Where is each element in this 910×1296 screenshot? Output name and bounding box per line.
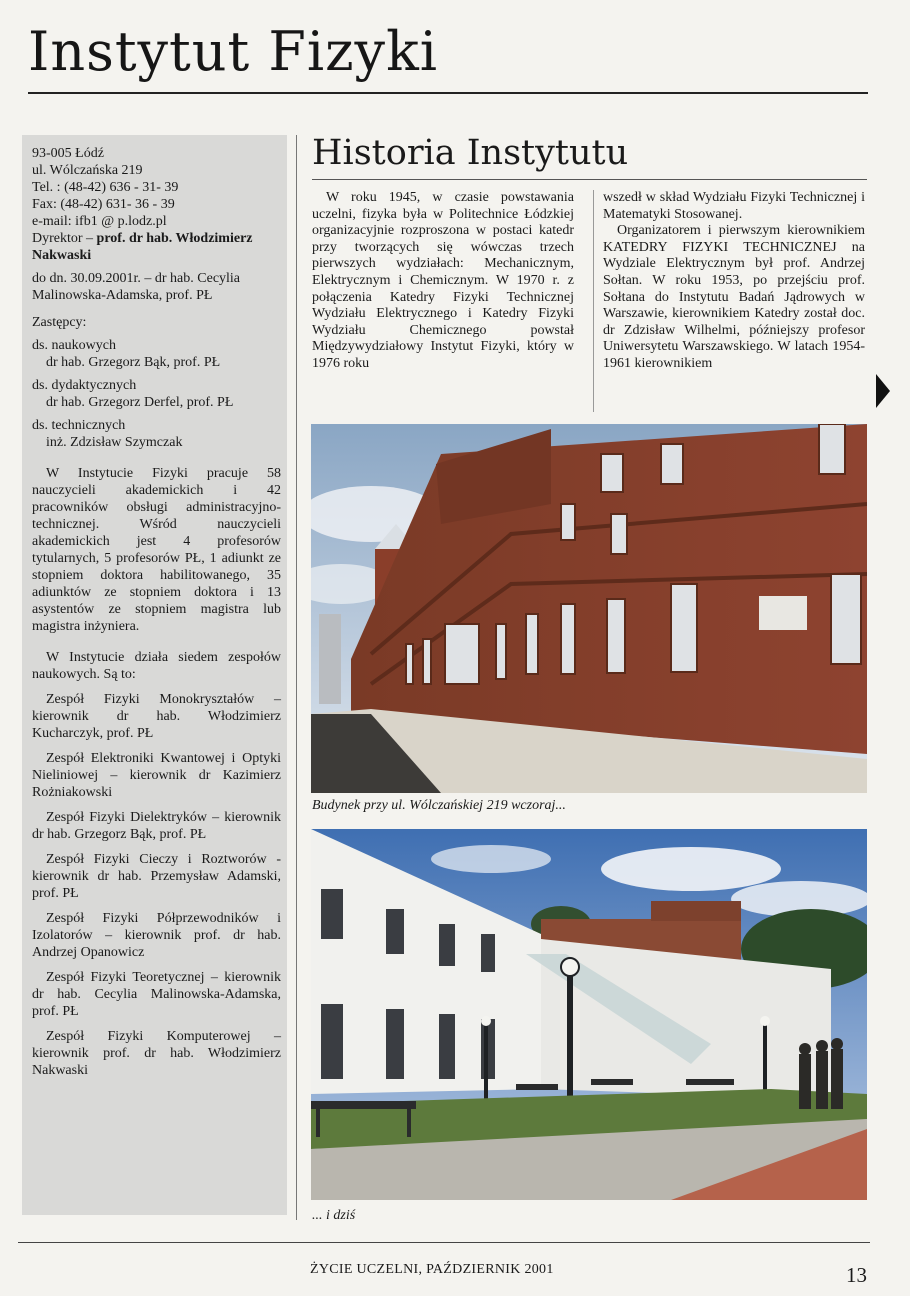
article-title: Historia Instytutu <box>312 133 629 173</box>
new-building-illustration <box>311 829 867 1200</box>
former-director: do dn. 30.09.2001r. – dr hab. Cecylia Malinowska-Adamska, prof. PŁ <box>32 271 241 303</box>
article-column-1 <box>312 190 574 373</box>
address-fax: Fax: (48-42) 631- 36 - 39 <box>32 197 175 212</box>
article-paragraph: W roku 1945, w czasie powstawania uczelni, fizyka była w Politechnice Łódzkiej organizacyjnie rozproszona w postaci katedr przy tworzących się wówczas trzech pierwszych wydziałach: Mechanicznym, Elektrycznym i Chemicznym. W 1970 r. z połączenia Katedry Fizyki Technicznej Wydziału Elektrycznego i Katedry Fizyki Wydziału Chemicznego powstał Międzywydziałowy Instytut Fizyki, który w 1976 roku <box>312 190 574 371</box>
article-column-divider <box>593 190 594 412</box>
team-item: Zespół Fizyki Komputerowej – kierownik prof. dr hab. Włodzimierz Nakwaski <box>32 1029 281 1078</box>
deputy-role: ds. dydaktycznych <box>32 378 137 393</box>
article-paragraph: Organizatorem i pierwszym kierownikiem KATEDRY FIZYKI TECHNICZNEJ na Wydziale Elektrycznym był prof. Andrzej Sołtan. W roku 1953, po przejściu prof. Sołtana do Instytutu Badań Jądrowych w Warszawie, kierownikiem Katedry został doc. dr Zdzisław Wilhelmi, późniejszy profesor Uniwersytetu Warszawskiego. W latach 1954-1961 kierownikiem <box>603 223 865 371</box>
team-item: Zespół Elektroniki Kwantowej i Optyki Nieliniowej – kierownik dr Kazimierz Rożniakowski <box>32 751 281 800</box>
column-divider <box>296 135 297 1220</box>
page-title: Instytut Fizyki <box>28 20 439 83</box>
team-item: Zespół Fizyki Półprzewodników i Izolatorów – kierownik prof. dr hab. Andrzej Opanowicz <box>32 911 281 960</box>
director-name: prof. dr hab. Włodzimierz Nakwaski <box>32 231 253 263</box>
address-email: e-mail: ifb1 @ p.lodz.pl <box>32 214 167 229</box>
director <box>32 230 281 264</box>
address-phone: Tel. : (48-42) 636 - 31- 39 <box>32 180 179 195</box>
teams-intro: W Instytucie działa siedem zespołów naukowych. Są to: <box>32 650 281 682</box>
team-item: Zespół Fizyki Monokryształów – kierownik dr hab. Włodzimierz Kucharczyk, prof. PŁ <box>32 692 281 741</box>
deputy-role: ds. naukowych <box>32 338 116 353</box>
team-item: Zespół Fizyki Teoretycznej – kierownik dr hab. Cecylia Malinowska-Adamska, prof. PŁ <box>32 970 281 1019</box>
photo-new-building <box>311 829 867 1200</box>
continue-arrow-icon <box>876 374 890 408</box>
deputy-name: dr hab. Grzegorz Bąk, prof. PŁ <box>46 355 221 370</box>
deputy-name: inż. Zdzisław Szymczak <box>46 435 183 450</box>
photo-caption-new: ... i dziś <box>312 1208 356 1223</box>
article-title-rule <box>312 179 867 180</box>
deputies-heading: Zastępcy: <box>32 315 87 330</box>
sidebar-info-box <box>22 135 287 1215</box>
director-label: Dyrektor – <box>32 231 97 246</box>
footer-rule <box>18 1242 870 1243</box>
photo-old-building <box>311 424 867 793</box>
photo-caption-old: Budynek przy ul. Wólczańskiej 219 wczoraj... <box>312 798 566 813</box>
staff-paragraph: W Instytucie Fizyki pracuje 58 nauczycieli akademickich i 42 pracowników obsługi administracyjno-technicznej. Wśród nauczycieli akademickich jest 4 profesorów tytularnych, 5 profesorów PŁ, 1 adiunkt ze stopniem doktora habilitowanego, 35 adiunktów ze stopniem doktora i 13 asystentów ze stopniem magistra lub magistra inżyniera. <box>32 466 281 634</box>
address-postal: 93-005 Łódź <box>32 146 104 161</box>
address-block <box>32 145 281 230</box>
old-building-illustration <box>311 424 867 793</box>
article-paragraph-continued: wszedł w skład Wydziału Fizyki Technicznej i Matematyki Stosowanej. <box>603 190 865 222</box>
team-item: Zespół Fizyki Dielektryków – kierownik dr hab. Grzegorz Bąk, prof. PŁ <box>32 810 281 842</box>
page-number: 13 <box>846 1263 867 1287</box>
footer-publication: ŻYCIE UCZELNI, PAŹDZIERNIK 2001 <box>310 1262 554 1277</box>
title-rule <box>28 92 868 94</box>
article-column-2 <box>603 190 865 373</box>
address-street: ul. Wólczańska 219 <box>32 163 143 178</box>
team-item: Zespół Fizyki Cieczy i Roztworów - kierownik dr hab. Przemysław Adamski, prof. PŁ <box>32 852 281 901</box>
deputy-role: ds. technicznych <box>32 418 126 433</box>
deputy-name: dr hab. Grzegorz Derfel, prof. PŁ <box>46 395 234 410</box>
